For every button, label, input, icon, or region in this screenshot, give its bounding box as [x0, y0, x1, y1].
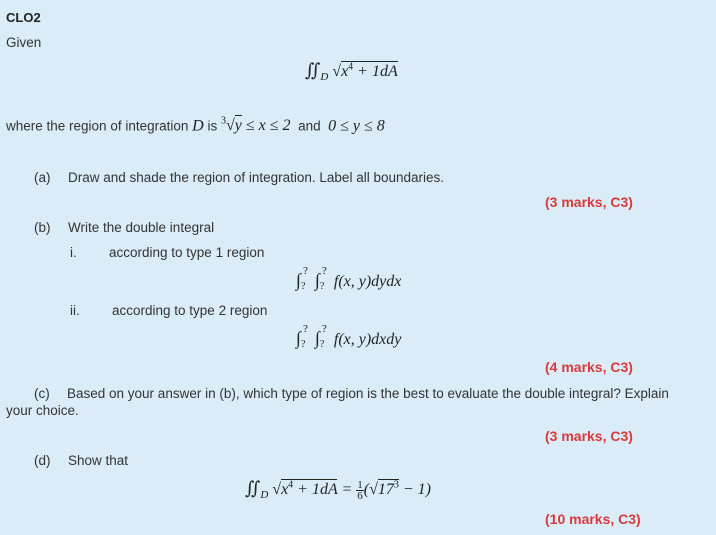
part-b-text: Write the double integral: [68, 220, 215, 235]
part-b-ii-text: according to type 2 region: [112, 303, 268, 318]
part-d-label: (d): [34, 453, 51, 468]
part-a-marks: (3 marks, C3): [545, 194, 633, 210]
part-c-marks: (3 marks, C3): [545, 428, 633, 444]
part-c-text-line1: Based on your answer in (b), which type of region is the best to evaluate the double integral? Explain: [67, 386, 669, 401]
section-code: CLO2: [6, 10, 41, 25]
part-c-text-line2: your choice.: [6, 403, 79, 418]
part-b-label: (b): [34, 220, 51, 235]
given-label: Given: [6, 35, 42, 50]
part-b-marks: (4 marks, C3): [545, 359, 633, 375]
type1-integral: ∫ ? ? ∫ ? ? f(x, y)dydx: [296, 265, 402, 293]
part-b-ii-label: ii.: [70, 303, 80, 318]
region-description: where the region of integration D is $^3$√y ≤ x ≤ 2 and 0 ≤ y ≤ 8: [6, 116, 385, 135]
part-c-label: (c): [34, 386, 50, 401]
show-that-equation: $∬_D$ $√x^4 + 1dA$ = $\frac{1}{6}$ $(√17^3 - 1)$: [245, 478, 431, 502]
part-b-i-label: i.: [70, 245, 77, 260]
part-d-marks: (10 marks, C3): [545, 511, 641, 527]
part-a-text: Draw and shade the region of integration. Label all boundaries.: [68, 170, 445, 185]
part-a-label: (a): [34, 170, 51, 185]
part-b-i-text: according to type 1 region: [109, 245, 265, 260]
type2-integral: ∫ ? ? ∫ ? ? f(x, y)dxdy: [296, 323, 402, 351]
part-d-text: Show that: [68, 453, 129, 468]
main-integral: $∬_D$ $√x^4 + 1dA$: [305, 60, 398, 84]
